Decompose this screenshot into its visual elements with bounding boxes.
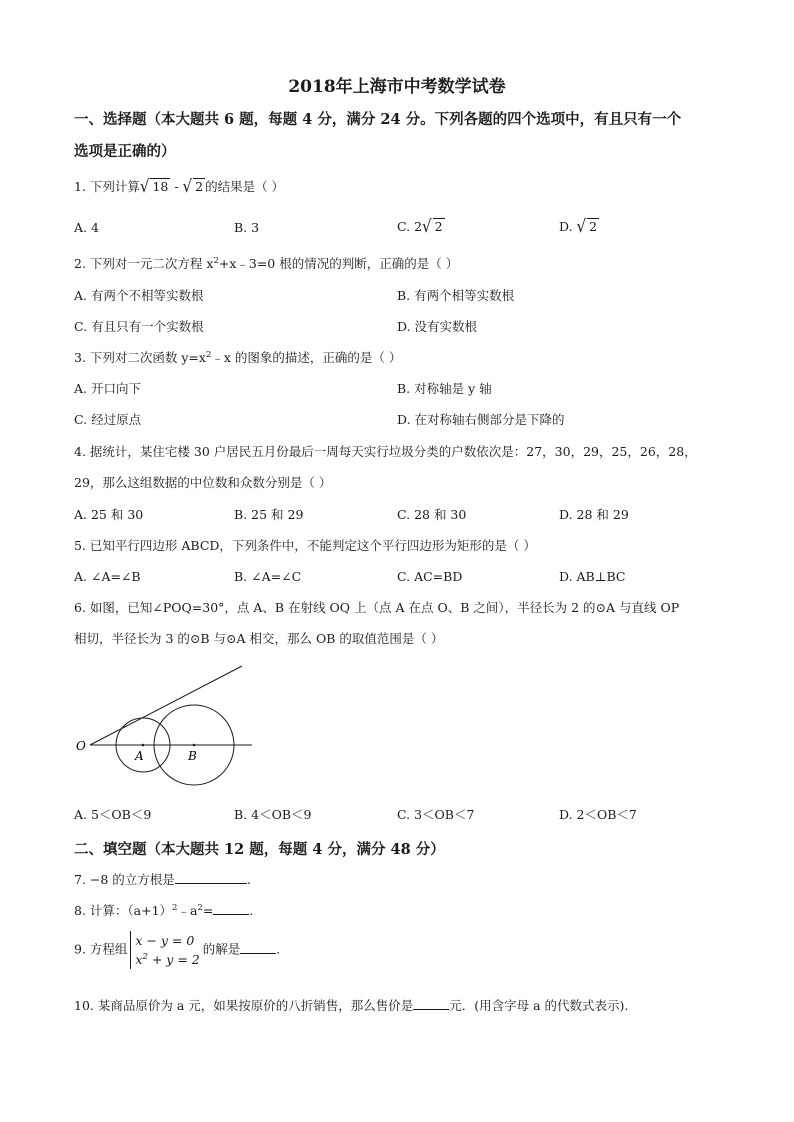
- radical-icon: √: [422, 215, 432, 237]
- q7-suffix: .: [246, 872, 251, 887]
- question-5-stem: 5. 已知平行四边形 ABCD，下列条件中，不能判定这个平行四边形为矩形的是（ ）: [74, 538, 536, 553]
- answer-blank[interactable]: [213, 902, 249, 915]
- q2-option-d: D. 没有实数根: [397, 319, 478, 334]
- q8-suffix: .: [249, 903, 254, 918]
- q5-option-a: A. ∠A=∠B: [74, 569, 141, 584]
- page-title: 2018年上海市中考数学试卷: [288, 77, 506, 97]
- q9-equation-2-base: x: [135, 952, 143, 967]
- section-2-heading: 二、填空题（本大题共 12 题，每题 4 分，满分 48 分）: [74, 841, 445, 858]
- q4-option-b: B. 25 和 29: [234, 507, 304, 522]
- q9-suffix: .: [276, 941, 281, 957]
- q3-option-d: D. 在对称轴右侧部分是下降的: [397, 412, 565, 427]
- question-4-stem: 4. 据统计，某住宅楼 30 户居民五月份最后一周每天实行垃圾分类的户数依次是：27，30，29，25，26，28，: [74, 444, 697, 459]
- q6-figure: [70, 660, 270, 800]
- section-1-heading: 一、选择题（本大题共 6 题，每题 4 分，满分 24 分。下列各题的四个选项中，有且只有一个: [74, 111, 682, 128]
- q9-equation-2-rest: + y = 2: [147, 952, 200, 967]
- equation-system: [130, 931, 199, 969]
- q1-option-d-prefix: D.: [559, 219, 577, 234]
- q4-option-d: D. 28 和 29: [559, 507, 629, 522]
- q9-prefix: 9. 方程组: [74, 941, 128, 957]
- label-o: O: [76, 739, 86, 753]
- q6-option-a: A. 5＜OB＜9: [74, 807, 152, 822]
- q4-option-c: C. 28 和 30: [397, 507, 467, 522]
- question-4-stem-cont: 29，那么这组数据的中位数和众数分别是（ ）: [74, 475, 332, 490]
- q1-option-b: B. 3: [234, 220, 260, 235]
- question-10: [74, 997, 628, 1014]
- question-8: [74, 902, 253, 919]
- q1-radicand-2: 2: [195, 179, 204, 194]
- q1-option-d: [559, 215, 599, 237]
- q10-suffix: 元．(用含字母 a 的代数式表示).: [449, 998, 629, 1013]
- q1-option-c-radicand: 2: [434, 219, 443, 234]
- q1-suffix: 的结果是（ ）: [205, 179, 285, 194]
- radical-icon: √: [139, 175, 150, 197]
- q9-superscript: 2: [142, 952, 148, 962]
- q6-option-b: B. 4＜OB＜9: [234, 807, 312, 822]
- question-6-stem-cont: 相切，半径长为 3 的⊙B 与⊙A 相交，那么 OB 的取值范围是（ ）: [74, 631, 444, 646]
- q6-option-c: C. 3＜OB＜7: [397, 807, 475, 822]
- q9-equation-1: x − y = 0: [135, 933, 195, 948]
- q8-mid: ﹣a: [177, 903, 198, 918]
- label-b: B: [188, 749, 197, 763]
- q1-option-c: [397, 215, 445, 237]
- center-a: [142, 744, 145, 747]
- section-1-heading-cont: 选项是正确的）: [74, 143, 176, 160]
- q2-option-b: B. 有两个相等实数根: [397, 288, 515, 303]
- q1-prefix: 1. 下列计算: [74, 179, 140, 194]
- label-a: A: [135, 749, 144, 763]
- q7-prefix: 7. −8 的立方根是: [74, 872, 175, 887]
- question-7: [74, 871, 251, 888]
- q2-option-c: C. 有且只有一个实数根: [74, 319, 204, 334]
- question-6-stem: 6. 如图，已知∠POQ=30°，点 A、B 在射线 OQ 上（点 A 在点 O、B 之间），半径长为 2 的⊙A 与直线 OP: [74, 600, 680, 615]
- q6-option-d: D. 2＜OB＜7: [559, 807, 637, 822]
- q1-option-c-prefix: C. 2: [397, 219, 423, 234]
- question-3-stem: [74, 350, 401, 366]
- q1-radicand-1: 18: [152, 179, 169, 194]
- radical-icon: √: [576, 215, 587, 237]
- q1-option-d-radicand: 2: [589, 219, 598, 234]
- center-b: [193, 744, 196, 747]
- q1-option-a: A. 4: [74, 220, 99, 235]
- question-1-stem: [74, 175, 285, 197]
- q3-option-b: B. 对称轴是 y 轴: [397, 381, 492, 396]
- q1-minus: -: [170, 179, 183, 194]
- q4-option-a: A. 25 和 30: [74, 507, 144, 522]
- q5-option-d: D. AB⊥BC: [559, 569, 626, 584]
- q2-stem-pre: 2. 下列对一元二次方程 x: [74, 256, 214, 271]
- q3-stem-pre: 3. 下列对二次函数 y=x: [74, 350, 206, 365]
- q3-option-c: C. 经过原点: [74, 412, 142, 427]
- question-2-stem: [74, 256, 458, 272]
- radical-icon: √: [182, 175, 193, 197]
- q5-option-c: C. AC=BD: [397, 569, 463, 584]
- q10-prefix: 10. 某商品原价为 a 元，如果按原价的八折销售，那么售价是: [74, 998, 414, 1013]
- q2-stem-post: +x﹣3=0 根的情况的判断，正确的是（ ）: [218, 256, 459, 271]
- ray-op: [90, 666, 242, 745]
- answer-blank[interactable]: [175, 871, 247, 884]
- q8-prefix: 8. 计算：（a+1）: [74, 903, 173, 918]
- q2-option-a: A. 有两个不相等实数根: [74, 288, 204, 303]
- q9-mid: 的解是: [202, 941, 241, 957]
- q2-superscript: 2: [213, 256, 219, 266]
- q3-stem-post: ﹣x 的图象的描述，正确的是（ ）: [211, 350, 402, 365]
- q3-option-a: A. 开口向下: [74, 381, 141, 396]
- q8-superscript-1: 2: [172, 903, 178, 913]
- question-9: [74, 931, 280, 969]
- answer-blank[interactable]: [240, 941, 276, 954]
- q8-superscript-2: 2: [197, 903, 203, 913]
- q3-superscript: 2: [205, 350, 212, 360]
- answer-blank[interactable]: [413, 997, 449, 1010]
- q8-equals: =: [202, 903, 214, 918]
- q5-option-b: B. ∠A=∠C: [234, 569, 302, 584]
